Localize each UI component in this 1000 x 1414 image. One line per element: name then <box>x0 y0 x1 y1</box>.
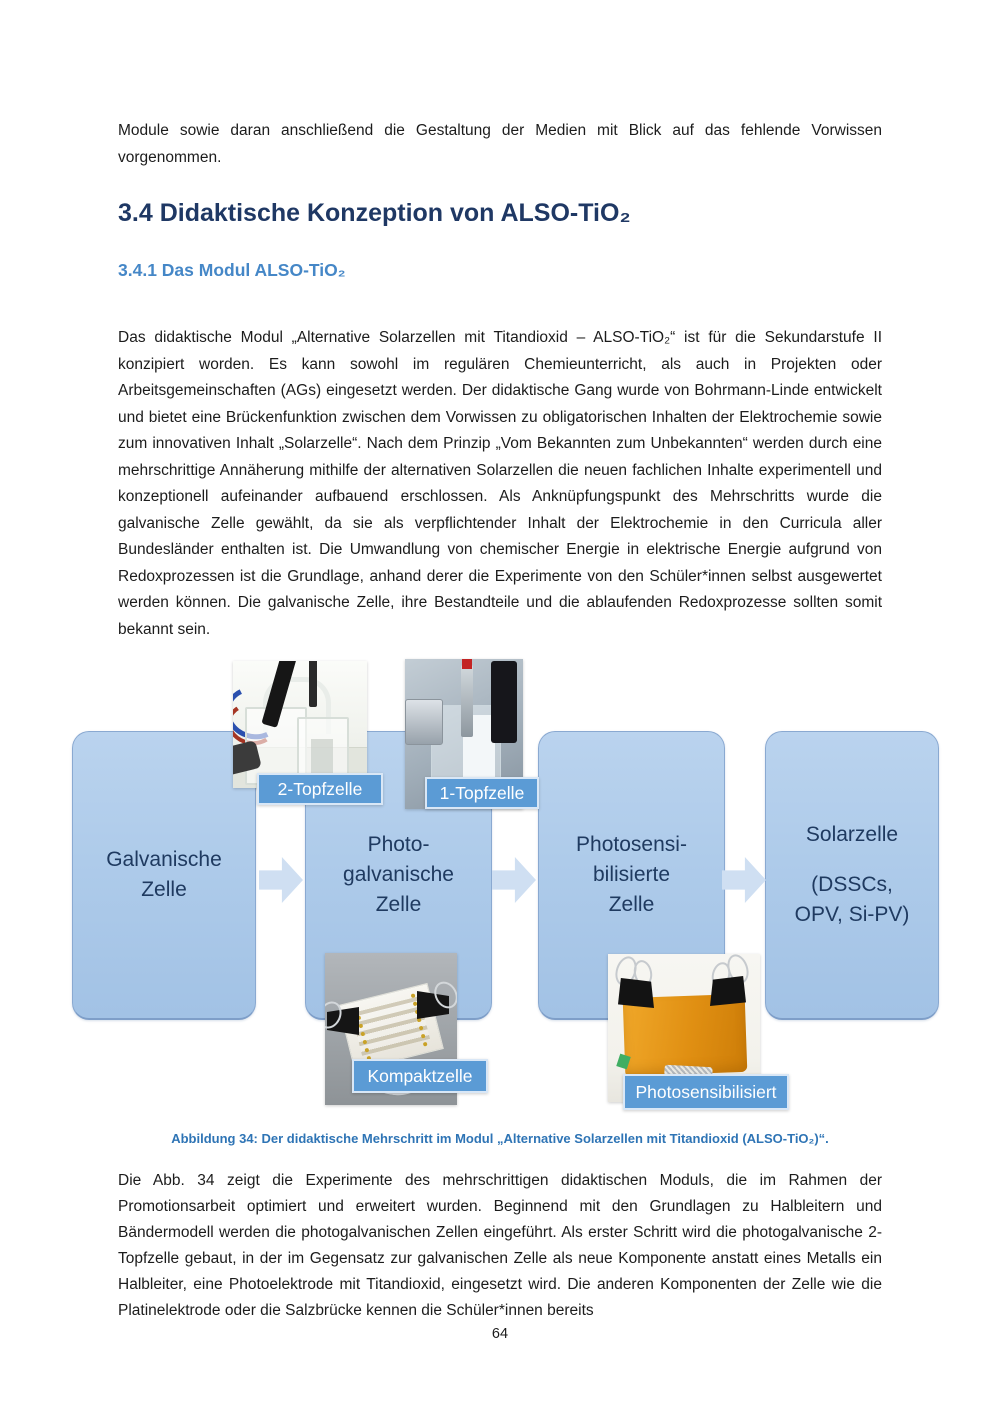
metal-electrode <box>461 665 473 737</box>
red-connector <box>462 659 472 669</box>
binder-clip <box>710 976 746 1006</box>
binder-clip <box>618 978 654 1008</box>
box-text-line: Photosensi- <box>576 833 687 856</box>
photo-label-1-topfzelle: 1-Topfzelle <box>425 777 539 809</box>
figure-diagram <box>0 651 1000 1123</box>
box-text-line: (DSSCs, <box>811 873 893 896</box>
photo-label-kompaktzelle: Kompaktzelle <box>352 1059 488 1093</box>
page-number: 64 <box>491 1326 509 1342</box>
box-text-line: Zelle <box>375 893 422 916</box>
diagram-box-solarzelle <box>765 731 939 1020</box>
intro-paragraph: Module sowie daran anschließend die Gestaltung der Medien mit Blick auf das fehlende Vorwissen vorgenommen. <box>118 122 882 166</box>
box-text-line: Photo- <box>367 833 430 856</box>
text-column <box>0 0 1000 643</box>
arrow-right-icon <box>722 856 766 904</box>
box-text-line: Zelle <box>141 878 187 901</box>
box-text-line: Zelle <box>608 893 655 916</box>
photo-label-photosensibilisiert: Photosensibilisiert <box>623 1074 789 1110</box>
box-text-line: galvanische <box>343 863 454 886</box>
black-electrode-block <box>491 661 517 743</box>
photo-2-topfzelle <box>233 661 367 788</box>
box-text-line: OPV, Si-PV) <box>794 903 910 926</box>
photo-label-2-topfzelle: 2-Topfzelle <box>257 773 383 805</box>
figure-caption: Abbildung 34: Der didaktische Mehrschritt im Modul „Alternative Solarzellen mit Titandioxid (ALSO-TiO₂)“. <box>171 1131 829 1146</box>
box-text-line: bilisierte <box>592 863 671 886</box>
diagram-box-galvanische-zelle <box>72 731 256 1020</box>
electrode <box>311 739 333 777</box>
arrow-right-icon <box>492 856 536 904</box>
section-heading: 3.4 Didaktische Konzeption von ALSO-TiO₂ <box>118 199 631 227</box>
module-description-paragraph: Das didaktische Modul „Alternative Solarzellen mit Titandioxid – ALSO-TiO₂“ ist für die Sekundarstufe II konzipiert worden. Es kann sowohl im regulären Chemieunterricht, als auch in Projekten oder Arbeitsgemeinschaften (AGs) eingesetzt werden. Der didaktische Gang wurde von Bohrmann-Linde entwickelt und bietet eine Brückenfunktion zwischen dem Vorwissen zu obligatorischen Inhalten der Elektrochemie sowie zum innovativen Inhalt „Solarzelle“. Nach dem Prinzip „Vom Bekannten zum Unbekannten“ werden durch eine mehrschrittige Annäherung mithilfe der alternativen Solarzellen die neuen fachlichen Inhalte experimentell und konzeptionell aufeinander aufbauend erschlossen. Als Anknüpfungspunkt des Mehrschritts wurde die galvanische Zelle gewählt, da sie als verpflichtender Inhalt der Elektrochemie in den Curricula aller Bundesländer enthalten ist. Die Umwandlung von chemischer Energie in elektrische Energie aufgrund von Redoxprozessen ist die Grundlage, anhand derer die Experimente von den Schüler*innen selbst ausgewertet werden können. Die galvanische Zelle, ihre Bestandteile und die ablaufenden Redoxprozesse sollten somit bekannt sein. <box>118 329 882 638</box>
figure-discussion-paragraph: Die Abb. 34 zeigt die Experimente des mehrschrittigen didaktischen Moduls, die im Rahmen der Promotionsarbeit optimiert und erweitert wurden. Beginnend mit den Grundlagen zu Halbleitern und Bändermodell werden die photogalvanischen Zellen eingeführt. Als erster Schritt wird die photogalvanische 2-Topfzelle gebaut, in der im Gegensatz zur galvanischen Zelle als neue Komponente anstatt eines Metalls ein Halbleiter, eine Photoelektrode mit Titandioxid, eingesetzt wird. Die anderen Komponenten der Zelle wie die Platinelektrode oder die Salzbrücke kennen die Schüler*innen bereits <box>118 1172 882 1319</box>
arrow-right-icon <box>259 856 303 904</box>
box-text-line: Galvanische <box>106 848 222 871</box>
electrode-rod <box>309 661 317 707</box>
metal-clamp <box>405 699 443 745</box>
subsection-heading: 3.4.1 Das Modul ALSO-TiO₂ <box>118 260 346 280</box>
box-text-line: Solarzelle <box>805 823 899 846</box>
